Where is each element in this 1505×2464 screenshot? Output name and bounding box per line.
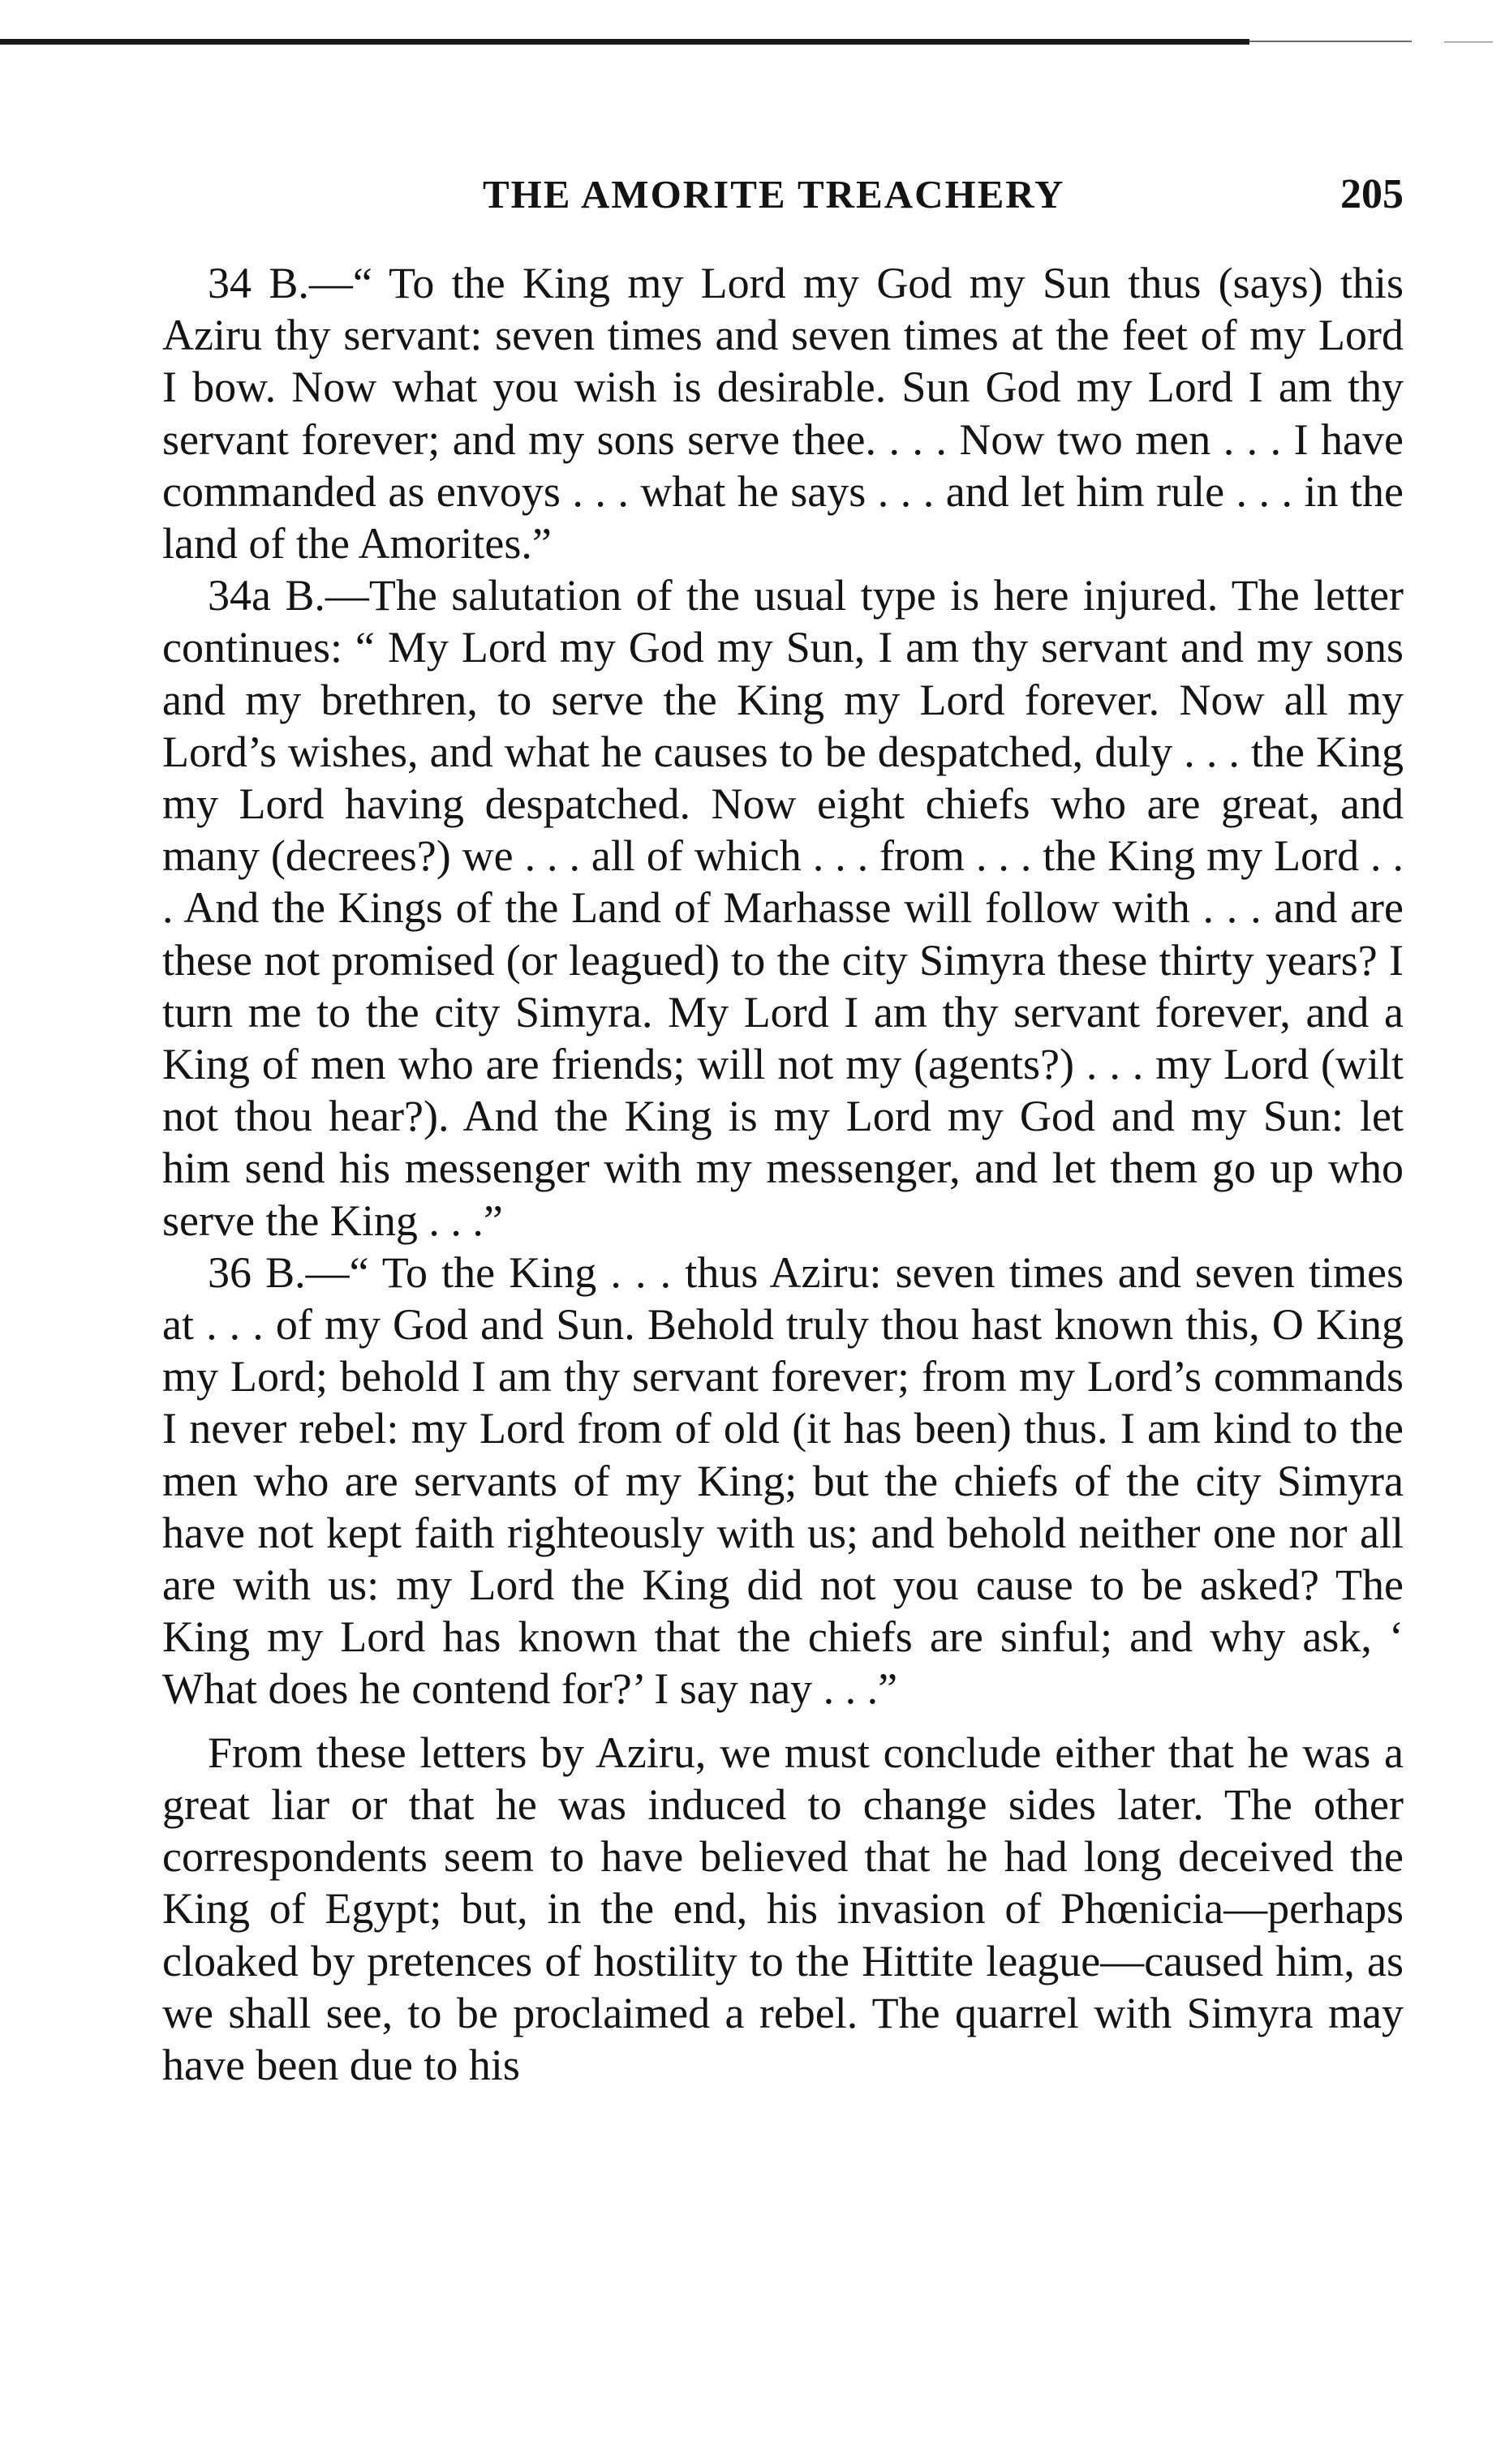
top-border-rule xyxy=(0,32,1505,52)
running-title: THE AMORITE TREACHERY xyxy=(483,172,1065,217)
running-head xyxy=(162,162,1404,227)
paragraph-letter-34: 34 B.—“ To the King my Lord my God my Sun thus (says) this Aziru thy servant: seven times and seven times at the feet of my Lord I bow. Now what you wish is desirable. Sun God my Lord I am thy servant forever; and my sons serve thee. . . . Now two men . . . I have commanded as envoys . . . what he says . . . and let him rule . . . in the land of the Amorites.” xyxy=(162,259,1404,569)
paragraph-letter-36: 36 B.—“ To the King . . . thus Aziru: seven times and seven times at . . . of my God and Sun. Behold truly thou hast known this, O King my Lord; behold I am thy servant forever; from my Lord’s commands I never rebel: my Lord from of old (it has been) thus. I am kind to the men who are servants of my King; but the chiefs of the city Simyra have not kept faith righteously with us; and behold neither one nor all are with us: my Lord the King did not you cause to be asked? The King my Lord has known that the chiefs are sinful; and why ask, ‘ What does he contend for?’ I say nay . . .” xyxy=(162,1247,1404,1714)
body-text xyxy=(162,257,1404,2091)
paragraph-letter-34a: 34a B.—The salutation of the usual type is here injured. The letter continues: “ My Lord my God my Sun, I am thy servant and my sons and my brethren, to serve the King my Lord forever. Now all my Lord’s wishes, and what he causes to be despatched, duly . . . the King my Lord having despatched. Now eight chiefs who are great, and many (decrees?) we . . . all of which . . . from . . . the King my Lord . . . And the Kings of the Land of Marhasse will follow with . . . and are these not promised (or leagued) to the city Simyra these thirty years? I turn me to the city Simyra. My Lord I am thy servant forever, and a King of men who are friends; will not my (agents?) . . . my Lord (wilt not thou hear?). And the King is my Lord my God and my Sun: let him send his messenger with my messenger, and let them go up who serve the King . . .” xyxy=(162,571,1404,1245)
paragraph-commentary: From these letters by Aziru, we must conclude either that he was a great liar or that he was induced to change sides later. The other correspondents seem to have believed that he had long deceived the King of Egypt; but, in the end, his invasion of Phœnicia—perhaps cloaked by pretences of hostility to the Hittite league—caused him, as we shall see, to be proclaimed a rebel. The quarrel with Simyra may have been due to his xyxy=(162,1728,1404,2089)
page-number: 205 xyxy=(1340,171,1404,217)
